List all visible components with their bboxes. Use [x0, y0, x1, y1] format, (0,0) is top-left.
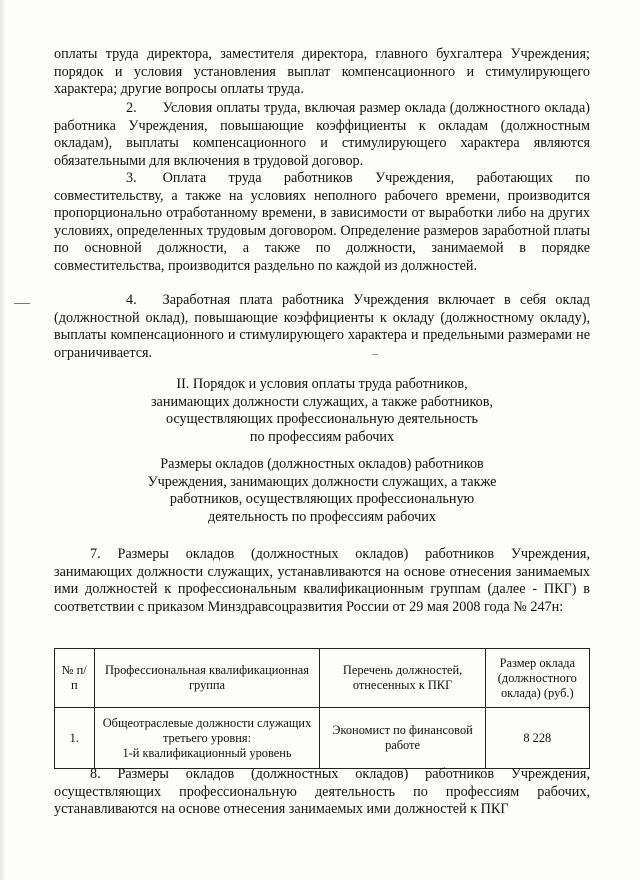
paragraph-2-number: 2. [126, 100, 137, 116]
paragraph-4-text: Заработная плата работника Учреждения включает в себя оклад (должностной оклад), повышающие коэффициенты к окладу (должностному окладу), выплаты компенсационного и стимулирующего характера и предельными размерами не ограничивается. [54, 292, 590, 361]
cell-group [94, 708, 320, 769]
paragraph-2 [54, 100, 590, 170]
paragraph-1 [54, 46, 590, 99]
section-heading-line: осуществляющих профессиональную деятельность [166, 411, 478, 428]
table-row [55, 708, 590, 769]
header-group: Профессиональная квалификационная группа [94, 649, 320, 708]
cell-num: 1. [55, 708, 95, 769]
header-positions: Перечень должностей, отнесенных к ПКГ [320, 649, 485, 708]
margin-mark [14, 303, 30, 304]
section-subheading-line: работников, осуществляющих профессиональную [169, 491, 475, 508]
paragraph-3-number: 3. [126, 170, 137, 186]
paragraph-3-text: Оплата труда работников Учреждения, работающих по совместительству, а также на условиях неполного рабочего времени, производится пропорционально отработанному времени, в зависимости от выработки либо на других условиях, определенных трудовым договором. Определение размеров заработной платы по основной должности, а также по должности, занимаемой в порядке совместительства, производится раздельно по каждой из должностей. [54, 170, 590, 274]
section-heading-line: занимающих должности служащих, а также работников, [150, 393, 494, 410]
paragraph-3 [54, 170, 590, 276]
cell-salary: 8 228 [485, 708, 589, 769]
paragraph-1-text: оплаты труда директора, заместителя директора, главного бухгалтера Учреждения; порядок и условия установления выплат компенсационного и стимулирующего характера; другие вопросы оплаты труда. [54, 46, 590, 98]
cell-group-line: 1-й квалификационный уровень [122, 745, 292, 760]
paragraph-2-text: Условия оплаты труда, включая размер оклада (должностного оклада) работника Учреждения, повышающие коэффициенты к окладам (должностным окладам), выплаты компенсационного и стимулирующего характера являются обязательными для включения в трудовой договор. [54, 100, 590, 169]
paragraph-4-number: 4. [126, 292, 137, 308]
salary-table [54, 648, 590, 769]
section-heading-line: II. Порядок и условия оплаты труда работников, [176, 376, 468, 392]
cell-positions: Экономист по финансовой работе [320, 708, 485, 769]
section-subheading-line: Размеры окладов (должностных окладов) работников [160, 456, 484, 472]
section-subheading [54, 456, 590, 526]
section-subheading-line: деятельность по профессиям рабочих [208, 508, 436, 525]
paragraph-7 [54, 546, 590, 616]
paragraph-8 [54, 766, 590, 819]
paragraph-8-text: 8. Размеры окладов (должностных окладов) работников Учреждения, осуществляющих профессиональную деятельность по профессиям рабочих, устанавливаются на основе отнесения занимаемых ими должностей к ПКГ [54, 766, 590, 818]
section-heading-line: по профессиям рабочих [249, 428, 395, 445]
cell-group-line: Общеотраслевые должности служащих третьего уровня: [102, 715, 312, 745]
paragraph-4 [54, 292, 590, 362]
scan-edge-shadow [0, 0, 6, 880]
table-header-row [55, 649, 590, 708]
section-heading [54, 376, 590, 446]
section-subheading-line: Учреждения, занимающих должности служащих, а также [147, 473, 497, 490]
paragraph-7-text: 7. Размеры окладов (должностных окладов) работников Учреждения, занимающих должности служащих, устанавливаются на основе отнесения занимаемых ими должностей к профессиональным квалификационным группам (далее - ПКГ) в соответствии с приказом Минздравсоцразвития России от 29 мая 2008 года № 247н: [54, 546, 590, 615]
header-num: № п/п [55, 649, 95, 708]
header-salary: Размер оклада (должностного оклада) (руб.) [485, 649, 589, 708]
